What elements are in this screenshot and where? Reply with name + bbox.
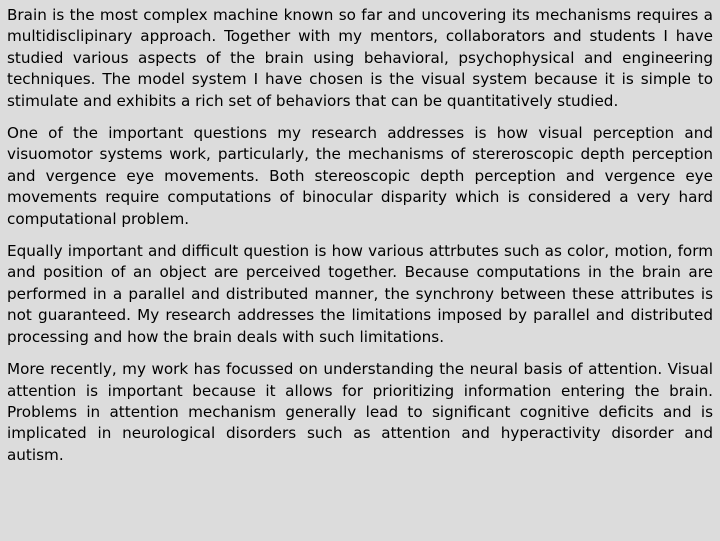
paragraph-stereoscopic-depth: One of the important questions my research addresses is how visual perception and visuomotor systems work, particularly, the mechanisms of stereroscopic depth perception and vergence eye movements. Both stereoscopic depth perception and vergence eye movements require computations of binocular disparity which is considered a very hard computational problem. [7, 124, 713, 228]
paragraph-brain-overview: Brain is the most complex machine known so far and uncovering its mechanisms requires a multidisclipinary approach. Together with my mentors, collaborators and students I have studied various aspects of the brain using behavioral, psychophysical and engineering techniques. The model system I have chosen is the visual system because it is simple to stimulate and exhibits a rich set of behaviors that can be quantitatively studied. [7, 6, 713, 110]
paragraph-attribute-binding: Equally important and difficult question is how various attrbutes such as color, motion, form and position of an object are perceived together. Because computations in the brain are performed in a parallel and distributed manner, the synchrony between these attributes is not guaranteed. My research addresses the limitations imposed by parallel and distributed processing and how the brain deals with such limitations. [7, 242, 713, 346]
research-statement [7, 5, 713, 535]
paragraph-attention: More recently, my work has focussed on understanding the neural basis of attention. Visual attention is important because it allows for prioritizing information entering the brain. Problems in attention mechanism generally lead to significant cognitive deficits and is implicated in neurological disorders such as attention and hyperactivity disorder and autism. [7, 360, 713, 464]
